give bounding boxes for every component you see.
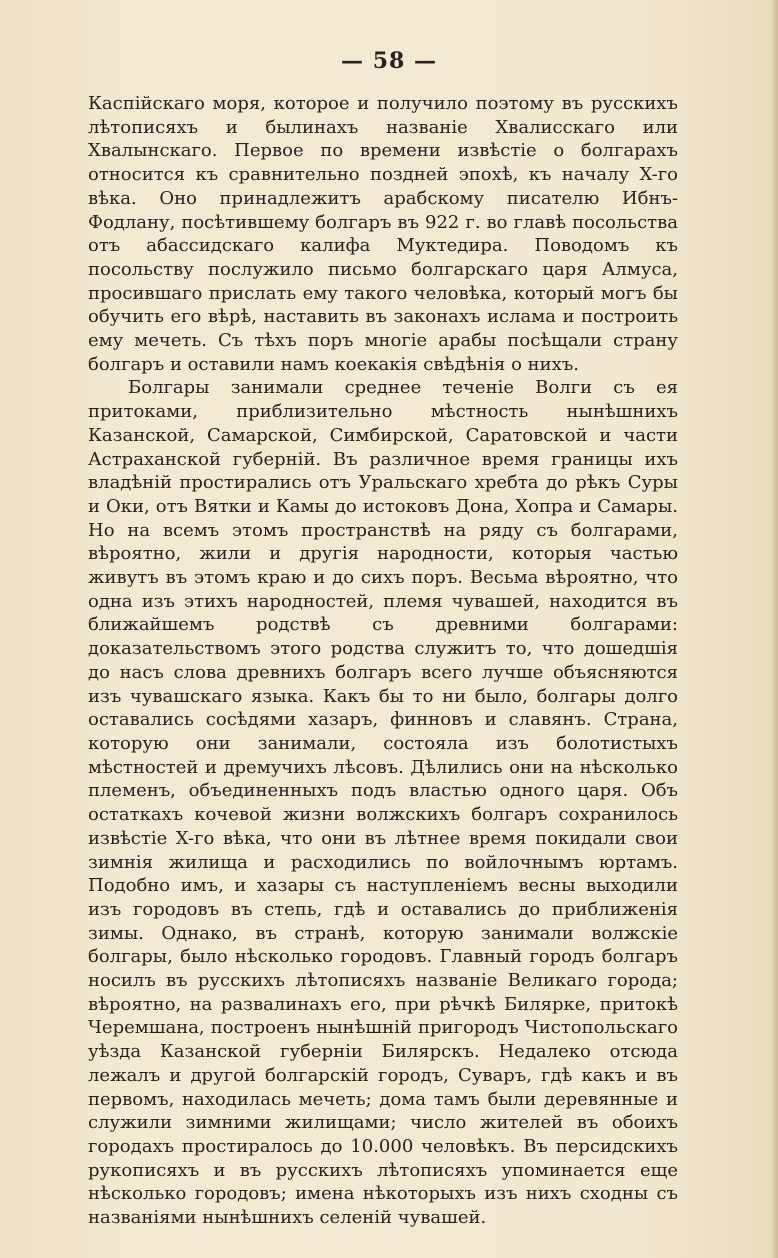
- page-number: — 58 —: [341, 48, 437, 74]
- paragraph-2: Болгары занимали среднее теченіе Волги съ ея притоками, приблизительно мѣстность нынѣшнихъ Казанской, Самарской, Симбирской, Саратовской и части Астраханской губерній. Въ различное время границы ихъ владѣній простирались отъ Уральскаго хребта до рѣкъ Суры и Оки, отъ Вятки и Камы до истоковъ Дона, Хопра и Самары. Но на всемъ этомъ пространствѣ на ряду съ болгарами, вѣроятно, жили и другія народности, которыя частью живутъ въ этомъ краю и до сихъ поръ. Весьма вѣроятно, что одна изъ этихъ народностей, племя чувашей, находится въ ближайшемъ родствѣ съ древними болгарами: доказательствомъ этого родства служитъ то, что дошедшія до насъ слова древнихъ болгаръ всего лучше объясняются изъ чувашскаго языка. Какъ бы то ни было, болгары долго оставались сосѣдями хазаръ, финновъ и славянъ. Страна, которую они занимали, состояла изъ болотистыхъ мѣстностей и дремучихъ лѣсовъ. Дѣлились они на нѣсколько племенъ, объединенныхъ подъ властью одного царя. Объ остаткахъ кочевой жизни волжскихъ болгаръ сохранилось извѣстіе X-го вѣка, что они въ лѣтнее время покидали свои зимнія жилища и расходились по войлочнымъ юртамъ. Подобно имъ, и хазары съ наступленіемъ весны выходили изъ городовъ въ степь, гдѣ и оставались до приближенія зимы. Однако, въ странѣ, которую занимали волжскіе болгары, было нѣсколько городовъ. Главный городъ болгаръ носилъ въ русскихъ лѣтописяхъ названіе Великаго города; вѣроятно, на развалинахъ его, при рѣчкѣ Билярке, притокѣ Черемшана, построенъ нынѣшній пригородъ Чистопольскаго уѣзда Казанской губерніи Билярскъ. Недалеко отсюда лежалъ и другой болгарскій городъ, Суваръ, гдѣ какъ и въ первомъ, находилась мечеть; дома тамъ были деревянные и служили зимними жилищами; число жителей въ обоихъ городахъ простиралось до 10.000 человѣкъ. Въ персидскихъ рукописяхъ и въ русскихъ лѣтописяхъ упоминается еще нѣсколько городовъ; имена нѣкоторыхъ изъ нихъ сходны съ названіями нынѣшнихъ селеній чувашей.: [88, 377, 678, 1229]
- page-edge-shadow: [772, 0, 778, 1258]
- body-text: [88, 92, 678, 1230]
- paragraph-1: Каспійскаго моря, которое и получило поэтому въ русскихъ лѣтописяхъ и былинахъ названіе Хвалисскаго или Хвалынскаго. Первое по времени извѣстіе о болгарахъ относится къ сравнительно поздней эпохѣ, къ началу X-го вѣка. Оно принадлежитъ арабскому писателю Ибнъ-Фодлану, посѣтившему болгаръ въ 922 г. во главѣ посольства отъ абассидскаго калифа Муктедира. Поводомъ къ посольству послужило письмо болгарскаго царя Алмуса, просившаго прислать ему такого человѣка, который могъ бы обучить его вѣрѣ, наставить въ законахъ ислама и построить ему мечеть. Съ тѣхъ поръ многіе арабы посѣщали страну болгаръ и оставили намъ коекакія свѣдѣнія о нихъ.: [88, 93, 678, 375]
